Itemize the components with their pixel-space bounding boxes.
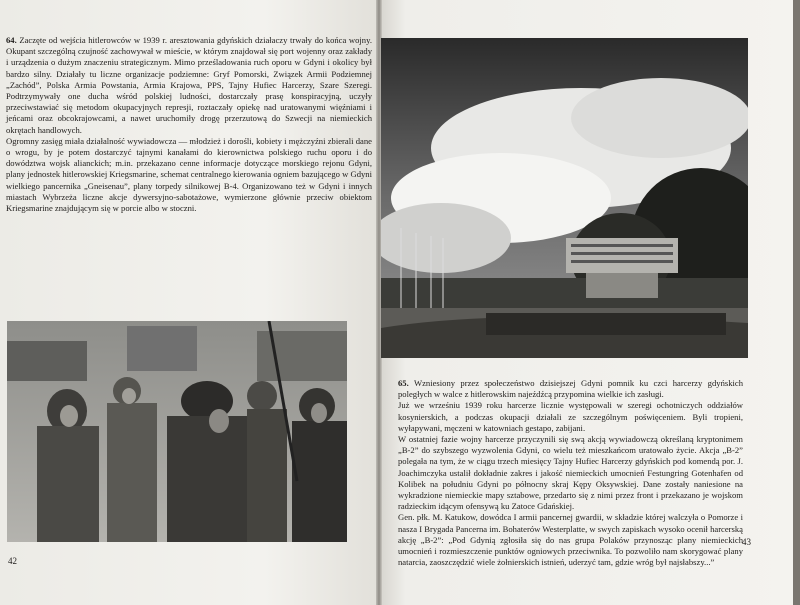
right-caption-number: 65. <box>398 378 409 388</box>
right-paragraph-3: W ostatniej fazie wojny harcerze przyczynili się swą akcją wywiadowczą określaną kryptonimem „B-2” do szybszego wyzwolenia Gdyni, co wielu też mieszkańcom uratowało życie. Akcja „B-2” polegała na tym, że w ciągu trzech miesięcy Tajny Hufiec Harcerzy gdyńskich pod komendą por. J. Joachimczyka ustalił dokładnie zakres i jakość niemieckich umocnień Festungring Gotenhafen od Kolibek na południu Gdyni po północny skraj Kępy Oksywskiej. Dane zostały naniesione na wykradzione niemieckie mapy sztabowe, przedarto się z nimi przez front i przekazano je wojskom radzieckim idącym ofensywą ku Zatoce Gdańskiej. <box>398 434 743 512</box>
right-paragraph-1-text: Wzniesiony przez społeczeństwo dzisiejszej Gdyni pomnik ku czci harcerzy gdyńskich poległych w walce z hitlerowskim najeźdźcą przypomina wielkie ich zasługi. <box>398 378 744 400</box>
right-page-text <box>398 378 743 568</box>
right-paragraph-2: Już we wrześniu 1939 roku harcerze licznie występowali w szeregi ochotniczych oddziałów kosynierskich, a podczas okupacji działali ze szczególnym poświęceniem. Byli tropieni, wyłapywani, męczeni w katowniach gestapo, zabijani. <box>398 400 743 433</box>
left-caption-number: 64. <box>6 35 17 45</box>
left-paragraph-1 <box>6 35 372 136</box>
left-page-number: 42 <box>8 556 17 566</box>
memorial-photo <box>381 38 748 358</box>
left-paragraph-2: Ogromny zasięg miała działalność wywiadowcza — młodzież i dorośli, kobiety i mężczyźni zbierali dane o wrogu, by je potem dostarczyć tajnymi kanałami do kierownictwa polskiego ruchu oporu i do dowództwa wojsk alianckich; m.in. przekazano cenne informacje dotyczące morskiego rejonu Gdyni, plany jednostek hitlerowskiej Kriegsmarine, schemat centralnego kierowania ogniem bazującego w Gdyni wielkiego pancernika „Gneisenau”, plany torpedy silnikowej B-4. Organizowano też w Gdyni i innych miastach Wybrzeża liczne akcje dywersyjno-sabotażowe, wymierzone głównie przeciw obiektom Kriegsmarine znajdującym się w porcie albo w stoczni. <box>6 135 372 214</box>
left-paragraph-1-text: Zaczęte od wejścia hitlerowców w 1939 r. aresztowania gdyńskich działaczy trwały do końca wojny. Okupant szczególną czujność zachowywał w mieście, w którym znajdował się port wojenny oraz zakłady i urządzenia o dużym znaczeniu strategicznym. Mimo prześladowania ruch oporu w Gdyni i okolicy był bardzo silny. Działały tu liczne organizacje podziemne: Gryf Pomorski, Związek Armii Podziemnej „Zachód”, Polska Armia Powstania, Armia Krajowa, PPS, Tajny Hufiec Harcerzy, Szare Szeregi. Podtrzymywały one ducha wśród polskiej ludności, dostarczały prasę konspiracyjną, uczyły przeciwstawiać się metodom okupacyjnych represji, roztaczały opiekę nad uratowanymi więźniami i jeńcami oraz obcokrajowcami, a nawet uruchomiły drogę przerzutową do Szwecji na niemieckich okrętach handlowych. <box>6 35 372 135</box>
right-page-number: 43 <box>742 537 751 547</box>
right-paragraph-1 <box>398 378 743 400</box>
left-page-text <box>6 35 372 214</box>
right-paragraph-4: Gen. płk. M. Katukow, dowódca I armii pancernej gwardii, w składzie której walczyła o Pomorze i nasza I Brygada Pancerna im. Bohaterów Westerplatte, w swych zapiskach wysoko ocenił harcerską akcję „B-2”: „Pod Gdynią zgłosiła się do nas grupa Polaków przynosząc plany niemieckich umocnień i rozmieszczenie punktów ogniowych przeciwnika. To pozwoliło nam skorygować plany natarcia, zaoszczędzić wiele żołnierskich istnień, uderzyć tam, gdzie wróg był najsłabszy...” <box>398 512 743 568</box>
soldiers-photo <box>7 321 347 542</box>
